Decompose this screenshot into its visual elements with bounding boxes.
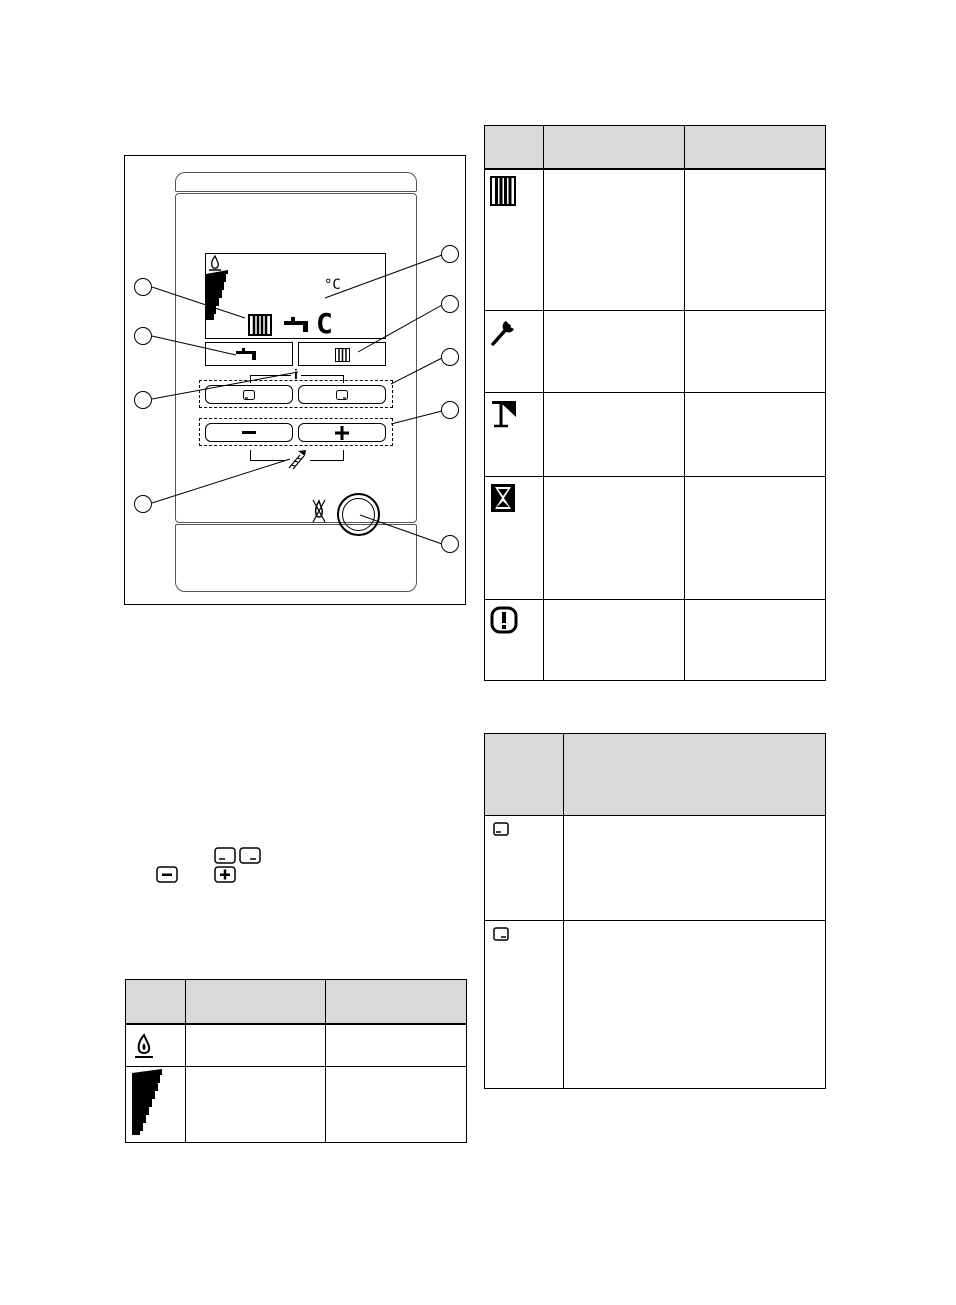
wrench-icon (490, 317, 518, 347)
callout-1 (134, 278, 152, 296)
inline-minus-key-icon (156, 866, 178, 884)
table-row (485, 311, 826, 393)
level-bar-icon (132, 1069, 164, 1135)
burner-table-header-symbol (126, 980, 186, 1024)
symbol-table-header-symbol (485, 126, 544, 169)
temperature-unit: °C (324, 277, 341, 293)
callout-4 (134, 495, 152, 513)
callout-7 (441, 348, 459, 366)
softkey-table-header-key (485, 734, 564, 816)
table-row (485, 477, 826, 600)
inline-plus-key-icon (214, 866, 236, 884)
fault-exclamation-icon (490, 606, 518, 634)
softkey-table-header-function (564, 734, 826, 816)
mode-letter: C (316, 307, 333, 340)
callout-8 (441, 401, 459, 419)
callout-6 (441, 295, 459, 313)
callout-9 (441, 535, 459, 553)
symbol-table-header-explanation (685, 126, 826, 169)
burner-table-header-explanation (326, 980, 467, 1024)
hourglass-icon (490, 483, 516, 513)
burner-table (125, 979, 467, 1143)
radiator-icon (490, 176, 516, 206)
right-softkey-icon (493, 927, 509, 941)
softkey-table (484, 733, 826, 1089)
callout-5 (441, 245, 459, 263)
flame-icon (133, 1033, 155, 1059)
burner-table-header-meaning (186, 980, 326, 1024)
left-softkey-icon (493, 822, 509, 836)
table-row (485, 393, 826, 477)
antifreeze-icon (490, 399, 518, 429)
symbol-table-header-meaning (544, 126, 685, 169)
table-row (126, 1024, 467, 1067)
table-row (485, 169, 826, 311)
symbol-table (484, 125, 826, 681)
table-row (485, 816, 826, 921)
callout-3 (134, 391, 152, 409)
inline-softkey-icons (214, 847, 262, 865)
table-row (485, 600, 826, 681)
table-row (485, 921, 826, 1089)
callout-2 (134, 327, 152, 345)
table-row (126, 1067, 467, 1143)
info-marker: i (291, 366, 301, 382)
